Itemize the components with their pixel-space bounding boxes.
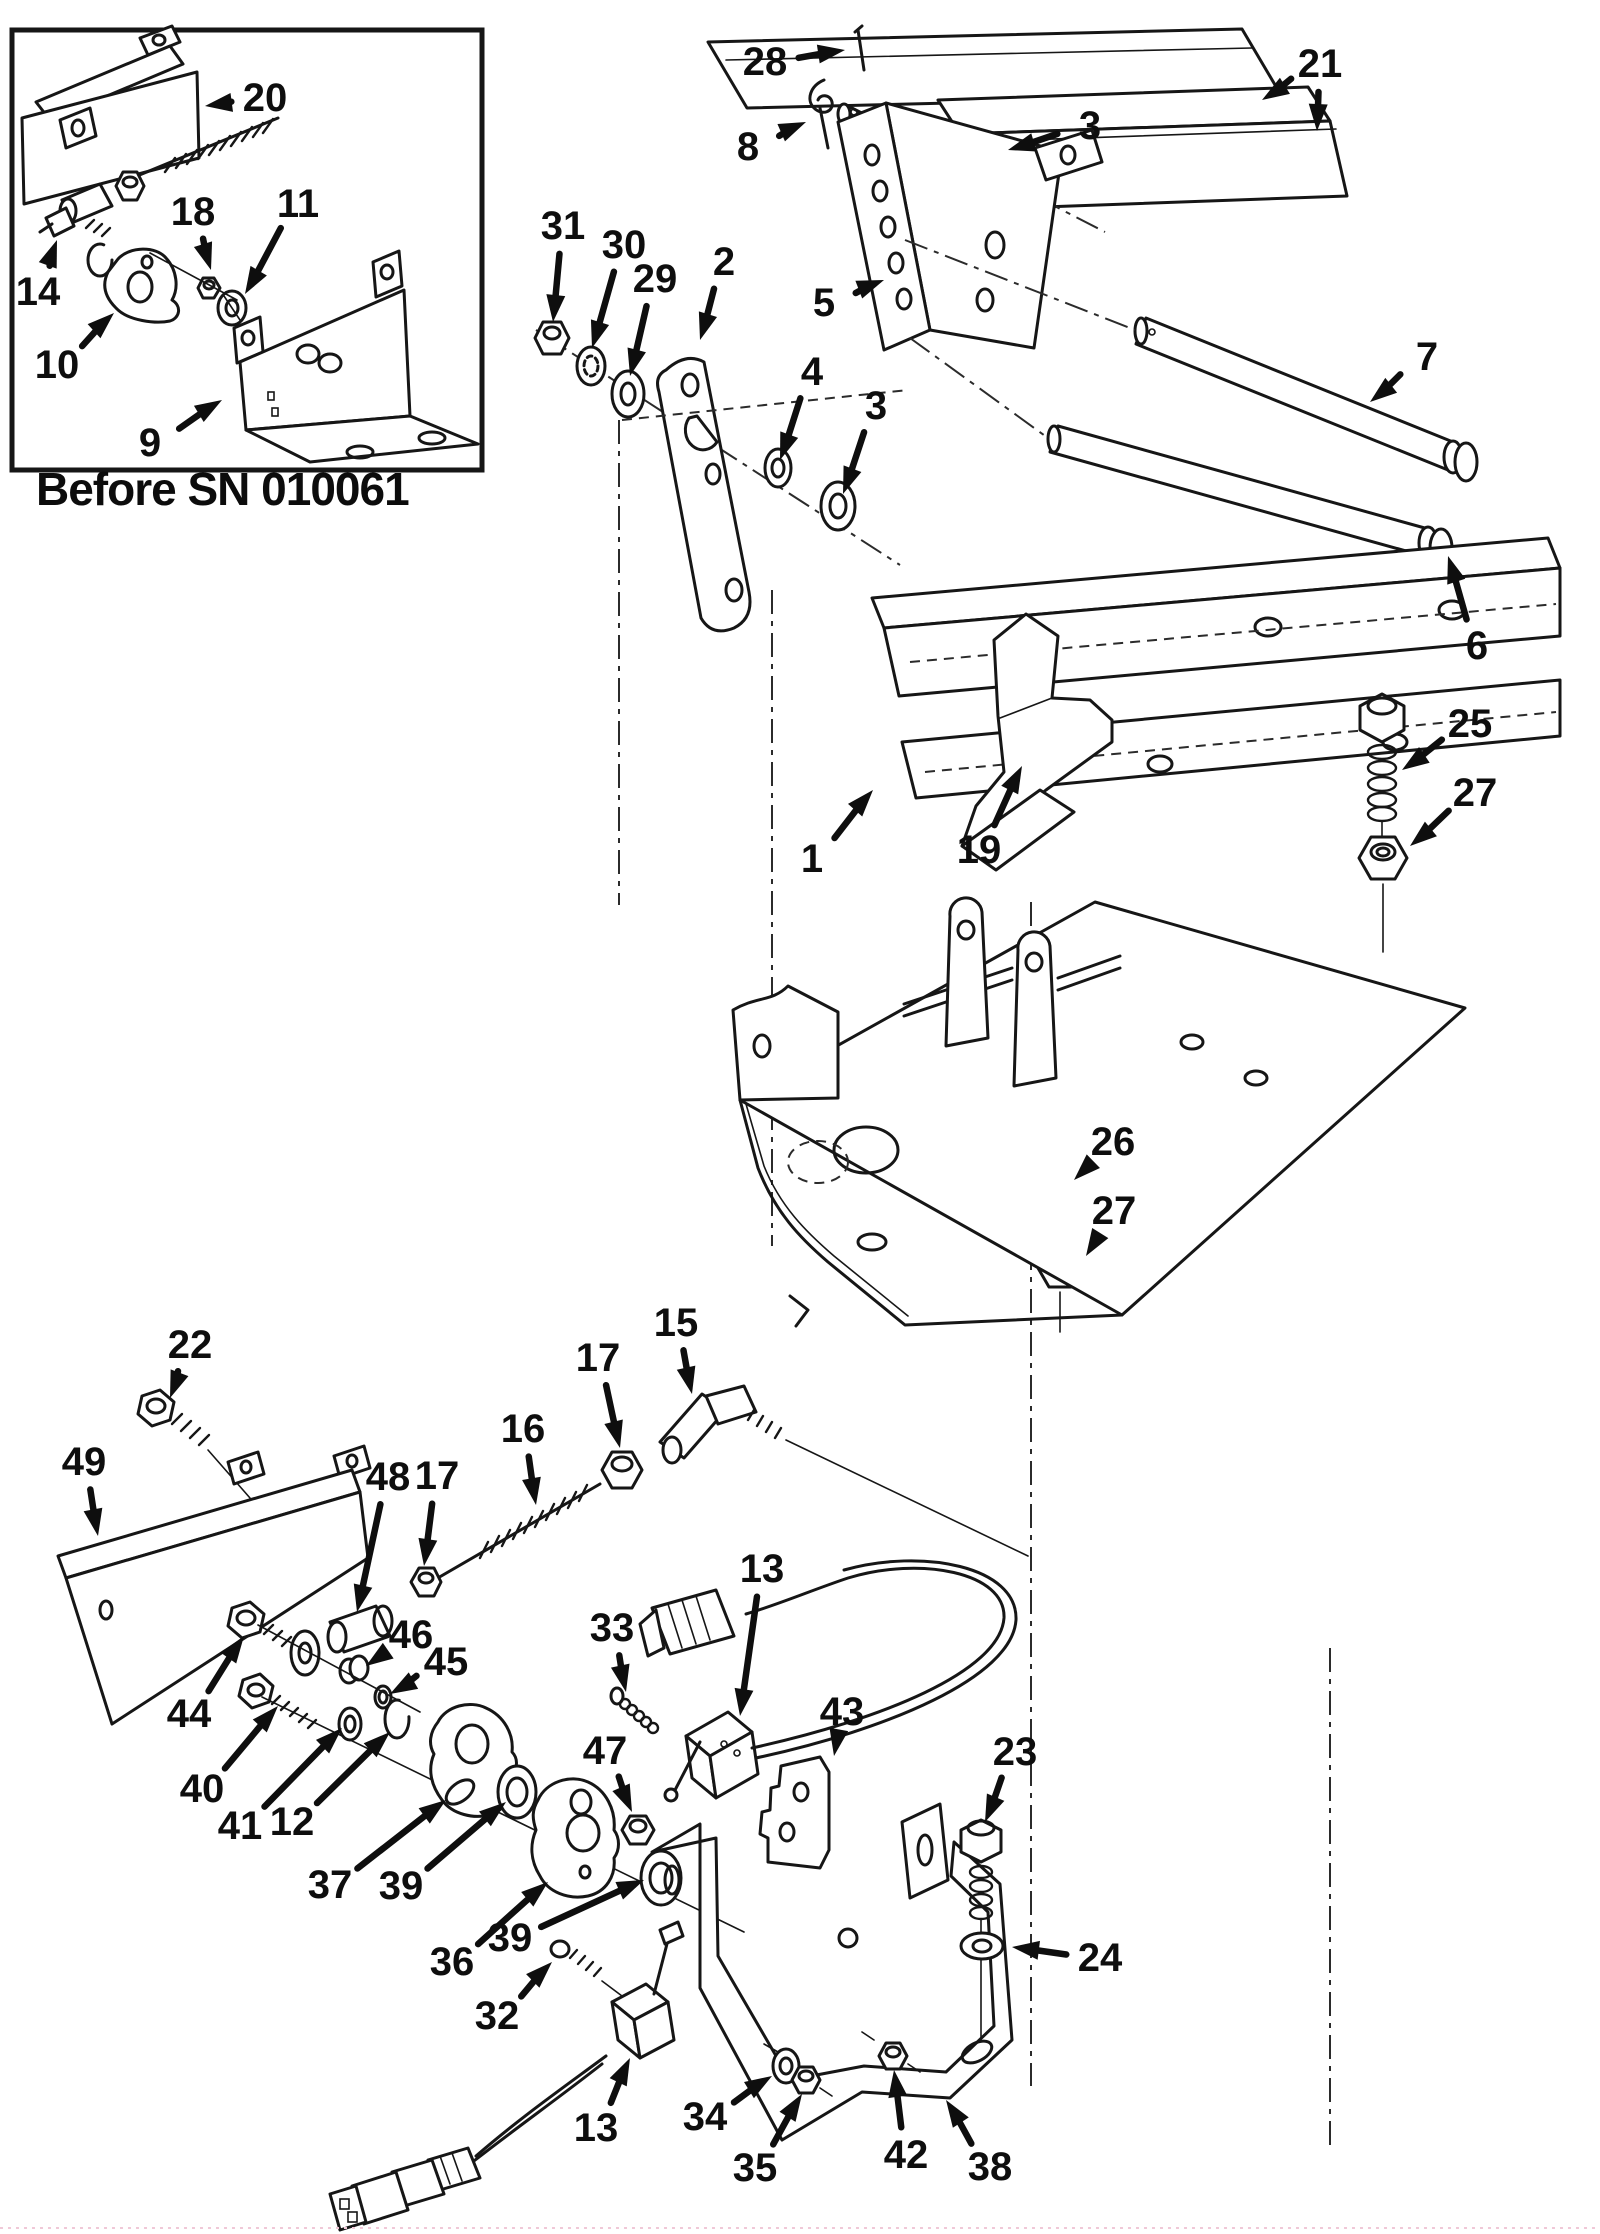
callout-7 [1370,335,1438,402]
nut-47 [622,1816,654,1844]
washer-29 [612,371,644,417]
callout-arrowhead [612,1783,632,1812]
callout-43 [820,1690,865,1756]
callout-34 [683,2076,772,2139]
ring-39-left [498,1766,536,1818]
callout-label: 20 [242,76,288,120]
callout-arrowhead [777,122,806,141]
callout-label: 9 [138,421,162,465]
washer-under-44 [291,1631,319,1675]
callout-label: 42 [883,2133,929,2177]
callout-label: 16 [500,1407,546,1451]
callout-arrowhead [677,1366,696,1394]
callout-label: 37 [307,1863,353,1907]
callout-label: 34 [682,2095,728,2139]
callout-label: 32 [474,1994,520,2038]
callout-arrow [317,1743,378,1803]
callout-label: 22 [167,1323,213,1367]
callout-label: 46 [388,1613,434,1657]
star-washer-30 [577,347,605,385]
callout-arrowhead [1012,1941,1040,1960]
callout-arrowhead [604,1420,622,1448]
callout-label: 10 [34,343,80,387]
callout-label: 27 [1452,771,1498,815]
callout-label: 36 [429,1940,475,1984]
callout-label: 1 [800,837,824,881]
callout-label: 39 [487,1916,533,1960]
callout-label: 2 [712,240,736,284]
callout-3 [843,384,887,494]
callout-label: 6 [1465,624,1489,668]
callout-38 [946,2100,1012,2189]
callout-33 [590,1606,635,1692]
callout-18 [171,190,216,270]
callout-label: 13 [573,2106,619,2150]
callout-10 [35,313,114,387]
callout-label: 26 [1090,1120,1136,1164]
callout-label: 17 [575,1336,621,1380]
callout-label: 11 [276,182,320,226]
inset-caption: Before SN 010061 [36,463,409,515]
callout-arrowhead [84,1508,103,1536]
callout-label: 18 [170,190,216,234]
callout-37 [308,1800,446,1907]
callout-label: 30 [601,223,647,267]
callout-arrow [357,1809,433,1868]
callout-label: 17 [414,1454,460,1498]
callout-label: 15 [653,1301,699,1345]
callout-label: 23 [992,1730,1038,1774]
callout-20 [205,76,287,120]
callout-label: 29 [632,257,678,301]
part-10-cam-plate [105,249,179,322]
callout-label: 19 [956,828,1002,872]
part-9-bracket [234,251,478,462]
slotted-tab [902,1804,948,1898]
callout-17 [415,1454,460,1566]
callout-arrowhead [615,1880,644,1899]
callout-label: 24 [1077,1936,1123,1980]
callout-49 [62,1440,107,1536]
part-2-lever [658,358,750,630]
screw-32 [551,1941,622,1996]
callout-15 [654,1301,699,1394]
callout-arrowhead [735,1688,754,1716]
callout-label: 35 [732,2146,778,2190]
callout-29 [628,257,678,376]
nut-31 [535,322,569,354]
callout-arrowhead [245,266,267,294]
callout-arrowhead [522,1477,541,1505]
callout-13 [735,1547,785,1716]
callout-label: 5 [812,281,836,325]
ring-39-right [641,1851,681,1905]
callout-2 [699,240,735,340]
washer-24 [961,1933,1003,1959]
callout-arrowhead [985,1793,1004,1822]
callout-label: 27 [1091,1189,1137,1233]
callout-24 [1012,1936,1123,1980]
callout-label: 44 [166,1692,212,1736]
callout-arrowhead [39,240,57,269]
callout-arrowhead [946,2100,969,2128]
part-20-bracket [22,26,199,204]
callout-arrowhead [628,347,646,376]
part-38-bracket [652,1824,1012,2140]
callout-14 [16,240,61,314]
callout-label: 40 [179,1767,225,1811]
callout-16 [501,1407,546,1505]
callout-1 [801,790,873,881]
part-13-harness-lower [330,2056,606,2230]
part-43-plate [760,1757,829,1868]
callout-8 [737,122,806,169]
callout-arrowhead [170,1369,188,1398]
callout-arrowhead [591,319,609,348]
callout-22 [168,1323,213,1398]
callout-arrowhead [699,311,717,340]
callout-label: 49 [61,1440,107,1484]
callout-9 [139,400,222,465]
callout-arrowhead [610,2058,630,2086]
callout-label: 3 [864,384,888,428]
part-5-bracket [838,103,1102,350]
nut-17-right [602,1452,642,1488]
callout-label: 21 [1297,42,1343,86]
callout-arrowhead [546,294,565,322]
callout-label: 45 [423,1640,469,1684]
callout-label: 43 [819,1690,865,1734]
bolt-25 [1360,694,1404,836]
callout-17 [576,1336,623,1448]
callout-label: 39 [378,1864,424,1908]
callout-label: 13 [739,1547,785,1591]
snap-ring-12 [385,1700,409,1738]
spring-33 [611,1688,658,1733]
part-13-microswitch-upper [665,1712,758,1801]
callout-label: 28 [742,40,788,84]
callout-label: 14 [15,270,61,314]
callout-arrowhead [418,1538,437,1566]
callout-label: 3 [1078,104,1102,148]
part-15-cable-end [660,1386,1028,1556]
callout-11 [245,182,319,294]
callout-4 [780,350,824,460]
callout-label: 31 [540,204,586,248]
callout-label: 33 [589,1606,635,1650]
washer-4 [765,449,791,487]
callout-label: 47 [582,1729,628,1773]
nut-17-left [411,1568,441,1596]
callout-27 [1410,771,1497,846]
part-16-threaded-rod [424,1484,600,1586]
bushing-46 [340,1656,368,1683]
callout-label: 4 [800,350,824,394]
callout-label: 8 [736,125,760,169]
callout-32 [475,1962,552,2038]
callout-31 [541,204,586,322]
bolt-40 [239,1674,316,1728]
callout-label: 7 [1415,335,1439,379]
callout-arrow [428,1812,494,1869]
callout-label: 41 [217,1804,263,1848]
callout-label: 12 [269,1800,315,1844]
washer-41 [339,1708,361,1740]
callout-label: 25 [1447,702,1493,746]
grommet-11 [218,291,246,325]
callout-label: 38 [967,2145,1013,2189]
part-13-microswitch-lower [612,1922,683,2058]
callout-label: 48 [365,1455,411,1499]
callout-23 [985,1730,1037,1822]
callout-arrowhead [205,93,233,112]
base-plate-weldment [733,898,1465,1326]
part-36-cam-plate [532,1779,619,1897]
callout-39 [379,1802,506,1908]
washer-3-lower [821,482,855,530]
callout-arrowhead [194,241,212,270]
nut-27-upper [1359,837,1407,952]
